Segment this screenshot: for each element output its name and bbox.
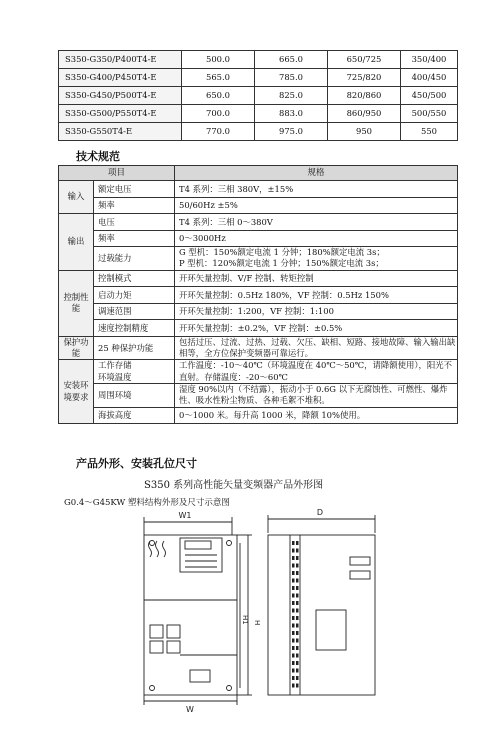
output-freq-value: 0～3000Hz (175, 230, 458, 247)
input-freq-value: 50/60Hz ±5% (175, 197, 458, 214)
fin-mark (292, 586, 295, 590)
ratings-row (59, 123, 458, 141)
input-freq-label: 频率 (94, 197, 175, 214)
fin-mark (296, 616, 299, 620)
output-voltage-label: 电压 (94, 214, 175, 231)
input-voltage-label: 额定电压 (94, 181, 175, 198)
fin-mark (296, 684, 299, 688)
ratings-table (58, 50, 458, 141)
ratings-row (59, 87, 458, 105)
fin-mark (296, 639, 299, 643)
value-cell: 820/860 (328, 87, 401, 105)
ratings-row (59, 69, 458, 87)
figure-title: S350 系列高性能矢量变频器产品外形图 (144, 480, 324, 491)
protect-label: 25 种保护功能 (94, 336, 175, 360)
side-view (268, 515, 375, 695)
spec-header-spec: 规格 (175, 166, 458, 181)
overload-value-g: G 型机：150%额定电流 1 分钟；180%额定电流 3s； (179, 247, 385, 257)
value-cell: 785.0 (255, 69, 328, 87)
front-body (144, 535, 237, 695)
fin-mark (296, 661, 299, 665)
work-storage-label: 工作存储 (98, 360, 132, 371)
value-cell: 950 (328, 123, 401, 141)
value-cell: 550 (401, 123, 458, 141)
overload-value (175, 247, 458, 271)
tech-spec-heading: 技术规范 (76, 150, 120, 163)
fin-mark (296, 601, 299, 605)
fin-mark (292, 624, 295, 628)
fin-mark (292, 609, 295, 613)
control-category: 控制性能 (59, 270, 94, 336)
value-cell: 700.0 (182, 105, 255, 123)
fin-mark (292, 654, 295, 658)
side-body (268, 535, 375, 695)
overload-value-p: P 型机：120%额定电流 1 分钟；150%额定电流 3s； (179, 258, 384, 269)
output-category: 输出 (59, 214, 94, 271)
value-cell: 565.0 (182, 69, 255, 87)
fin-mark (296, 549, 299, 553)
value-cell: 665.0 (255, 51, 328, 69)
fin-mark (296, 541, 299, 545)
altitude-value: 0～1000 米。每升高 1000 米，降额 10%使用。 (175, 407, 458, 424)
value-cell: 500.0 (182, 51, 255, 69)
ratings-row (59, 51, 458, 69)
value-cell: 450/500 (401, 87, 458, 105)
start-torque-label: 启动力矩 (94, 287, 175, 304)
value-cell: 350/400 (401, 51, 458, 69)
fin-mark (292, 646, 295, 650)
fin-mark (292, 601, 295, 605)
fin-mark (292, 564, 295, 568)
speed-accuracy-value: 开环矢量控制：±0.2%，VF 控制：±0.5% (175, 320, 458, 337)
fin-mark (296, 624, 299, 628)
value-cell: 650/725 (328, 51, 401, 69)
input-category: 输入 (59, 181, 94, 214)
value-cell: 400/450 (401, 69, 458, 87)
fin-mark (292, 541, 295, 545)
d-label: D (316, 508, 324, 517)
protect-category: 保护功能 (59, 336, 94, 360)
spec-table (58, 165, 458, 424)
env-temp-label: 环境温度 (98, 371, 132, 382)
model-cell: S350-G350/P400T4-E (59, 51, 182, 69)
fin-mark (296, 586, 299, 590)
value-cell: 975.0 (255, 123, 328, 141)
speed-range-value: 开环矢量控制：1:200，VF 控制：1:100 (175, 303, 458, 320)
value-cell: 500/550 (401, 105, 458, 123)
env-temp-value: 工作温度：-10～40℃（环境温度在 40℃～50℃，请降额使用），阳光不直射。存储温度：-20～60℃ (175, 360, 458, 384)
fin-mark (292, 676, 295, 680)
fin-mark (296, 676, 299, 680)
w1-label: W1 (178, 511, 192, 520)
value-cell: 860/950 (328, 105, 401, 123)
fin-mark (292, 556, 295, 560)
outline-heading: 产品外形、安装孔位尺寸 (76, 457, 197, 470)
altitude-label: 海拔高度 (94, 407, 175, 424)
fin-mark (292, 661, 295, 665)
fin-mark (292, 639, 295, 643)
fin-mark (296, 556, 299, 560)
surround-value: 湿度 90%以内（不结露），振动小于 0.6G 以下无腐蚀性、可燃性、爆炸性、吸水性粉尘物质、各种毛絮不堆积。 (175, 384, 458, 408)
fin-mark (292, 594, 295, 598)
value-cell: 650.0 (182, 87, 255, 105)
h1-label: H1 (241, 615, 249, 625)
ratings-row (59, 105, 458, 123)
env-category: 安装环境要求 (59, 360, 94, 424)
model-cell: S350-G400/P450T4-E (59, 69, 182, 87)
fin-mark (296, 571, 299, 575)
overload-label: 过载能力 (94, 247, 175, 271)
front-view (144, 517, 252, 705)
output-voltage-value: T4 系列：三相 0～380V (175, 214, 458, 231)
output-freq-label: 频率 (94, 230, 175, 247)
input-voltage-value: T4 系列：三相 380V，±15% (175, 181, 458, 198)
fin-mark (296, 594, 299, 598)
value-cell: 883.0 (255, 105, 328, 123)
outline-drawing (0, 505, 500, 749)
fin-mark (296, 654, 299, 658)
protect-value: 包括过压、过流、过热、过载、欠压、缺相、短路、接地故障、输入输出缺相等，全方位保护变频器可靠运行。 (175, 336, 458, 360)
speed-accuracy-label: 速度控制精度 (94, 320, 175, 337)
fin-mark (292, 549, 295, 553)
model-cell: S350-G500/P550T4-E (59, 105, 182, 123)
start-torque-value: 开环矢量控制：0.5Hz 180%，VF 控制：0.5Hz 150% (175, 287, 458, 304)
h-label: H (253, 620, 261, 626)
fin-mark (296, 579, 299, 583)
value-cell: 725/820 (328, 69, 401, 87)
fin-mark (296, 646, 299, 650)
spec-header-item: 项目 (59, 166, 175, 181)
fin-mark (296, 631, 299, 635)
speed-range-label: 调速范围 (94, 303, 175, 320)
model-cell: S350-G450/P500T4-E (59, 87, 182, 105)
heatsink-fins (292, 541, 299, 688)
w-label: W (186, 705, 194, 714)
fin-mark (292, 684, 295, 688)
fin-mark (296, 609, 299, 613)
value-cell: 825.0 (255, 87, 328, 105)
fin-mark (296, 669, 299, 673)
fin-mark (292, 571, 295, 575)
fin-mark (296, 564, 299, 568)
control-mode-label: 控制模式 (94, 270, 175, 287)
figure-subtitle: G0.4～G45KW 塑料结构外形及尺寸示意图 (64, 498, 230, 508)
surround-label: 周围环境 (94, 384, 175, 408)
model-cell: S350-G550T4-E (59, 123, 182, 141)
fin-mark (292, 669, 295, 673)
fin-mark (292, 579, 295, 583)
temp-labels (94, 360, 175, 384)
control-mode-value: 开环矢量控制、V/F 控制、转矩控制 (175, 270, 458, 287)
fin-mark (292, 616, 295, 620)
fin-mark (292, 631, 295, 635)
value-cell: 770.0 (182, 123, 255, 141)
